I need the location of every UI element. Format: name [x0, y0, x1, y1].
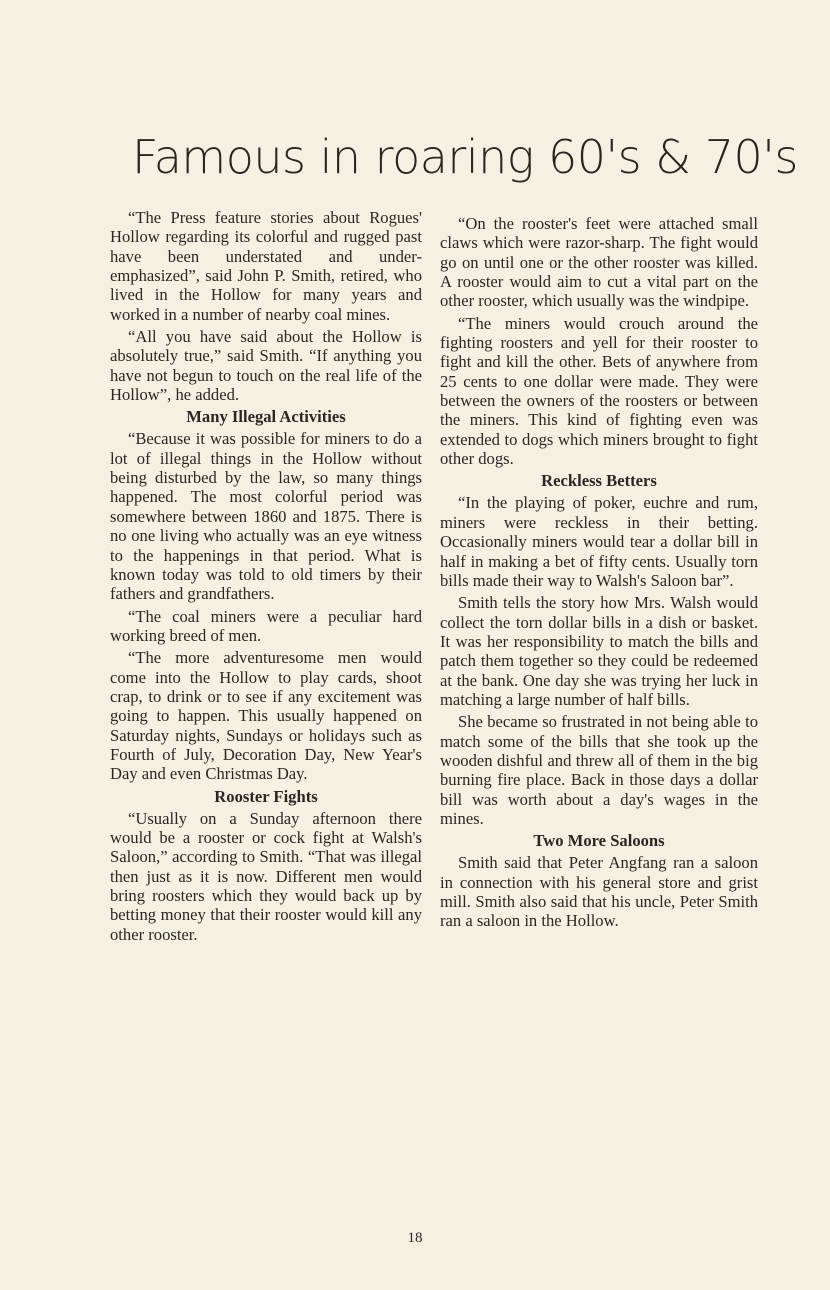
paragraph: Smith said that Peter Angfang ran a saloon in connection with his general store and grist mill. Smith also said that his uncle, Peter Smith ran a saloon in the Hollow. — [440, 853, 758, 931]
paragraph: “The Press feature stories about Rogues' Hollow regarding its colorful and rugged past have been understated and under-emphasized”, said John P. Smith, retired, who lived in the Hollow for many years and worked in a number of nearby coal mines. — [110, 208, 422, 324]
section-heading: Many Illegal Activities — [186, 407, 346, 427]
section-heading: Reckless Betters — [541, 471, 657, 491]
left-column — [110, 208, 422, 947]
paragraph: “In the playing of poker, euchre and rum, miners were reckless in their betting. Occasionally miners would tear a dollar bill in half in making a bet of fifty cents. Usually torn bills made their way to Walsh's Saloon bar”. — [440, 493, 758, 590]
paragraph: “The miners would crouch around the fighting roosters and yell for their rooster to fight and kill the other. Bets of anywhere from 25 cents to one dollar were made. They were between the owners of the roosters or between the miners. This kind of fighting even was extended to dogs which miners brought to fight other dogs. — [440, 313, 758, 469]
page-number: 18 — [407, 1230, 423, 1246]
paragraph: “Because it was possible for miners to do a lot of illegal things in the Hollow without being disturbed by the law, so many things happened. The most colorful period was somewhere between 1860 and 1875. There is no one living who actually was an eye witness to the happenings in that period. What is known today was told to old timers by their fathers and grandfathers. — [110, 429, 422, 604]
right-column — [440, 214, 758, 934]
paragraph: “Usually on a Sunday afternoon there would be a rooster or cock fight at Walsh's Saloon,” according to Smith. “That was illegal then just as it is now. Different men would bring roosters which they would back up by betting money that their rooster would kill any other rooster. — [110, 808, 422, 944]
paragraph: “The coal miners were a peculiar hard working breed of men. — [110, 606, 422, 645]
article-title: Famous in roaring 60's & 70's — [132, 130, 798, 184]
paragraph: “On the rooster's feet were attached small claws which were razor-sharp. The fight would go on until one or the other rooster was killed. A rooster would aim to cut a vital part on the other rooster, which usually was the windpipe. — [440, 214, 758, 311]
paragraph: Smith tells the story how Mrs. Walsh would collect the torn dollar bills in a dish or basket. It was her responsibility to match the bills and patch them together so they could be redeemed at the bank. One day she was trying her luck in matching a large number of half bills. — [440, 593, 758, 709]
section-heading: Rooster Fights — [214, 786, 318, 806]
paragraph: “The more adventuresome men would come into the Hollow to play cards, shoot crap, to drink or to see if any excitement was going to happen. This usually happened on Saturday nights, Sundays or holidays such as Fourth of July, Decoration Day, New Year's Day and even Christmas Day. — [110, 648, 422, 784]
paragraph: “All you have said about the Hollow is absolutely true,” said Smith. “If anything you have not begun to touch on the real life of the Hollow”, he added. — [110, 327, 422, 405]
section-heading: Two More Saloons — [533, 831, 665, 851]
paragraph: She became so frustrated in not being able to match some of the bills that she took up the wooden dishful and threw all of them in the big burning fire place. Back in those days a dollar bill was worth about a day's wages in the mines. — [440, 712, 758, 828]
